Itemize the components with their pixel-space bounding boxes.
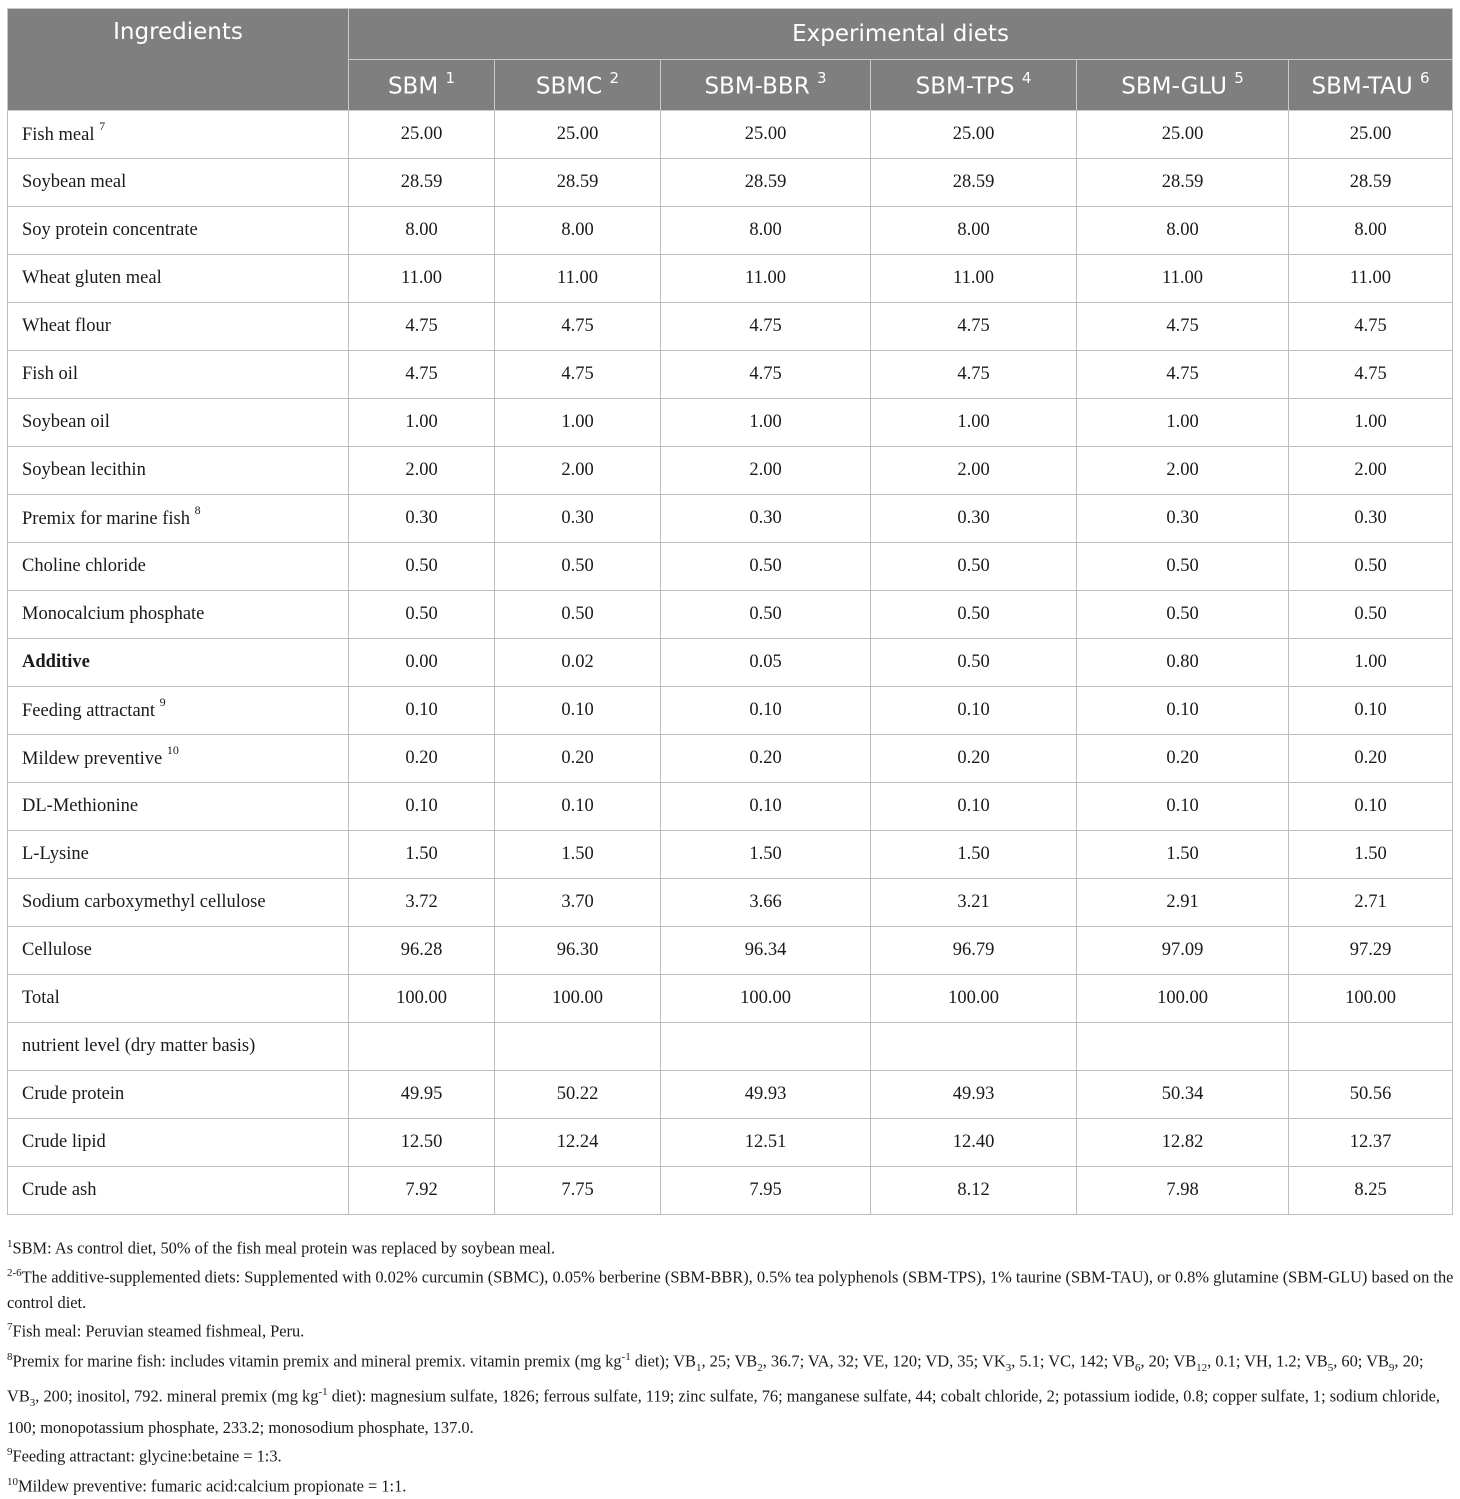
table-cell: 100.00: [1289, 975, 1453, 1023]
table-body: [8, 111, 1453, 1215]
table-cell: 4.75: [871, 351, 1077, 399]
footnote-subscript: 12: [1196, 1361, 1208, 1374]
diet-footnote-mark: 5: [1234, 68, 1244, 87]
ingredient-name: [8, 687, 349, 735]
footnote-subscript: 5: [1327, 1361, 1334, 1374]
table-cell: 0.50: [1289, 591, 1453, 639]
table-cell: 25.00: [1077, 111, 1289, 159]
table-row: [8, 1023, 1453, 1071]
ingredient-name: [8, 831, 349, 879]
table-cell: 12.37: [1289, 1119, 1453, 1167]
table-cell: [495, 1023, 661, 1071]
table-cell: 2.00: [661, 447, 871, 495]
diet-header-sbm-tau: [1289, 60, 1453, 111]
table-row: [8, 207, 1453, 255]
diet-header-sbm-bbr: [661, 60, 871, 111]
table-cell: 4.75: [1077, 303, 1289, 351]
footnote-mark: 2-6: [7, 1267, 22, 1280]
table-cell: 0.10: [349, 783, 495, 831]
table-cell: 25.00: [349, 111, 495, 159]
diet-composition-table: [7, 8, 1453, 1215]
ingredient-label: Mildew preventive: [22, 749, 163, 770]
ingredients-header: Ingredients: [8, 9, 349, 111]
table-cell: 2.00: [1289, 447, 1453, 495]
table-cell: 1.50: [1289, 831, 1453, 879]
table-row: [8, 1119, 1453, 1167]
table-cell: 49.93: [871, 1071, 1077, 1119]
diet-header-sbm-glu: [1077, 60, 1289, 111]
ingredient-footnote-mark: 7: [99, 119, 106, 134]
table-row: [8, 591, 1453, 639]
table-cell: 0.50: [661, 543, 871, 591]
footnote-text: diet); VB: [630, 1351, 696, 1371]
table-cell: 1.00: [1289, 639, 1453, 687]
ingredient-label: DL-Methionine: [22, 796, 139, 816]
ingredient-name: [8, 207, 349, 255]
table-cell: 97.09: [1077, 927, 1289, 975]
table-cell: 1.00: [871, 399, 1077, 447]
table-cell: 50.22: [495, 1071, 661, 1119]
ingredient-footnote-mark: 8: [194, 503, 201, 518]
ingredient-name: [8, 927, 349, 975]
table-cell: 0.10: [1077, 687, 1289, 735]
diet-header-sbm-tps: [871, 60, 1077, 111]
ingredient-name: [8, 735, 349, 783]
table-row: [8, 879, 1453, 927]
table-row: [8, 831, 1453, 879]
table-cell: 0.05: [661, 639, 871, 687]
footnote-superscript: -1: [621, 1350, 631, 1363]
footnote: [7, 1315, 1457, 1344]
table-cell: 4.75: [661, 303, 871, 351]
ingredient-label: Monocalcium phosphate: [22, 604, 205, 624]
table-cell: [349, 1023, 495, 1071]
diet-label: SBM: [387, 73, 439, 100]
table-cell: 4.75: [1289, 351, 1453, 399]
table-cell: 3.66: [661, 879, 871, 927]
ingredient-name: [8, 1071, 349, 1119]
footnote-text: The additive-supplemented diets: Supplemented with 0.02% curcumin (SBMC), 0.05% berberine (SBM-BBR), 0.5% tea polyphenols (SBM-TPS), 1% taurine (SBM-TAU), or 0.8% glutamine (SBM-GLU) based on the control diet.: [7, 1267, 1454, 1312]
table-cell: 0.30: [349, 495, 495, 543]
table-cell: 1.00: [349, 399, 495, 447]
table-cell: [1077, 1023, 1289, 1071]
footnote-subscript: 3: [29, 1396, 36, 1409]
table-cell: 11.00: [349, 255, 495, 303]
table-cell: 3.21: [871, 879, 1077, 927]
table-cell: 0.50: [349, 591, 495, 639]
footnote-mark: 1: [7, 1238, 13, 1250]
table-cell: 4.75: [661, 351, 871, 399]
table-row: [8, 351, 1453, 399]
diet-label: SBM-TPS: [915, 73, 1015, 100]
table-cell: 0.20: [661, 735, 871, 783]
table-cell: 0.10: [495, 783, 661, 831]
footnote-subscript: 2: [757, 1361, 763, 1374]
footnote-text: , 200; inositol, 792. mineral premix (mg kg: [35, 1386, 319, 1406]
footnote-text: , 20; VB: [7, 1351, 1424, 1406]
table-cell: 28.59: [661, 159, 871, 207]
ingredient-name: [8, 1119, 349, 1167]
table-cell: 0.30: [495, 495, 661, 543]
table-cell: 11.00: [495, 255, 661, 303]
experimental-diets-header: Experimental diets: [349, 9, 1453, 60]
table-cell: 96.28: [349, 927, 495, 975]
ingredient-name: [8, 879, 349, 927]
table-cell: 11.00: [871, 255, 1077, 303]
table-cell: 0.80: [1077, 639, 1289, 687]
footnote-text: Fish meal: Peruvian steamed fishmeal, Peru.: [12, 1321, 305, 1341]
table-row: [8, 399, 1453, 447]
table-cell: 25.00: [871, 111, 1077, 159]
footnote-text: , 5.1; VC, 142; VB: [1011, 1351, 1135, 1371]
table-cell: 7.98: [1077, 1167, 1289, 1215]
table-row: [8, 735, 1453, 783]
footnote: [7, 1440, 1457, 1469]
diet-footnote-mark: 3: [817, 68, 827, 87]
ingredient-label: Feeding attractant: [22, 701, 156, 722]
footnote-mark: 9: [7, 1446, 13, 1459]
table-cell: 1.50: [1077, 831, 1289, 879]
table-cell: 8.00: [871, 207, 1077, 255]
ingredient-label: Wheat flour: [22, 316, 111, 336]
table-row: [8, 783, 1453, 831]
table-cell: 8.00: [1077, 207, 1289, 255]
table-cell: 0.20: [1289, 735, 1453, 783]
ingredient-name: [8, 351, 349, 399]
table-cell: 1.50: [349, 831, 495, 879]
table-row: [8, 495, 1453, 543]
ingredient-name: [8, 1023, 349, 1071]
ingredient-label: Total: [22, 988, 60, 1008]
table-row: [8, 303, 1453, 351]
footnote-subscript: 3: [1005, 1361, 1012, 1374]
table-cell: 1.50: [661, 831, 871, 879]
ingredient-footnote-mark: 10: [166, 743, 179, 758]
table-row: [8, 639, 1453, 687]
table-cell: 100.00: [661, 975, 871, 1023]
ingredient-name: [8, 111, 349, 159]
table-cell: [1289, 1023, 1453, 1071]
table-cell: 2.00: [871, 447, 1077, 495]
footnote-superscript: -1: [318, 1386, 328, 1399]
table-cell: 25.00: [661, 111, 871, 159]
table-cell: 12.24: [495, 1119, 661, 1167]
table-cell: 96.79: [871, 927, 1077, 975]
table-row: [8, 111, 1453, 159]
footnote-subscript: 9: [1388, 1361, 1395, 1374]
table-cell: 0.50: [349, 543, 495, 591]
ingredient-name: [8, 303, 349, 351]
table-cell: 1.00: [495, 399, 661, 447]
table-cell: 4.75: [871, 303, 1077, 351]
diet-header-sbmc: [495, 60, 661, 111]
footnote-text: , 0.1; VH, 1.2; VB: [1207, 1351, 1328, 1371]
table-row: [8, 927, 1453, 975]
ingredient-name: [8, 399, 349, 447]
table-cell: 1.00: [1289, 399, 1453, 447]
footnote: [7, 1232, 1457, 1261]
table-cell: 0.10: [349, 687, 495, 735]
table-cell: 12.82: [1077, 1119, 1289, 1167]
table-cell: 96.30: [495, 927, 661, 975]
table-row: [8, 687, 1453, 735]
table-cell: 2.00: [349, 447, 495, 495]
diet-footnote-mark: 1: [445, 68, 456, 87]
table-cell: 4.75: [495, 303, 661, 351]
table-row: [8, 255, 1453, 303]
table-header: [8, 9, 1453, 111]
table-cell: 7.95: [661, 1167, 871, 1215]
table-cell: 8.00: [1289, 207, 1453, 255]
ingredient-label: Cellulose: [22, 940, 92, 960]
table-cell: 0.30: [661, 495, 871, 543]
table-row: [8, 159, 1453, 207]
table-cell: 4.75: [349, 351, 495, 399]
footnote-text: Premix for marine fish: includes vitamin premix and mineral premix. vitamin premix (mg kg: [12, 1351, 622, 1371]
table-cell: 3.72: [349, 879, 495, 927]
table-cell: 4.75: [495, 351, 661, 399]
table-cell: 0.50: [871, 543, 1077, 591]
table-container: [7, 8, 1452, 1215]
footnote-subscript: 6: [1134, 1361, 1141, 1374]
ingredient-name: [8, 159, 349, 207]
table-cell: 12.51: [661, 1119, 871, 1167]
table-cell: 0.10: [871, 783, 1077, 831]
ingredient-label: L-Lysine: [22, 844, 89, 864]
table-cell: 50.34: [1077, 1071, 1289, 1119]
table-cell: 96.34: [661, 927, 871, 975]
ingredient-name: [8, 639, 349, 687]
table-cell: [661, 1023, 871, 1071]
table-cell: 0.50: [1077, 543, 1289, 591]
footnote-text: Feeding attractant: glycine:betaine = 1:3.: [12, 1446, 282, 1466]
table-cell: 49.95: [349, 1071, 495, 1119]
table-cell: 4.75: [349, 303, 495, 351]
table-cell: 4.75: [1077, 351, 1289, 399]
table-cell: 1.00: [1077, 399, 1289, 447]
diet-label: SBM-BBR: [704, 73, 810, 100]
diet-footnote-mark: 4: [1021, 68, 1032, 87]
table-cell: 100.00: [495, 975, 661, 1023]
table-cell: 3.70: [495, 879, 661, 927]
table-cell: 100.00: [349, 975, 495, 1023]
ingredient-label: Premix for marine fish: [22, 509, 190, 530]
table-cell: 0.50: [871, 639, 1077, 687]
footnote: [7, 1470, 1457, 1499]
table-cell: 0.50: [1289, 543, 1453, 591]
footnote-text: , 36.7; VA, 32; VE, 120; VD, 35; VK: [762, 1351, 1006, 1371]
table-cell: 0.20: [1077, 735, 1289, 783]
table-cell: 28.59: [871, 159, 1077, 207]
footnote-mark: 10: [7, 1475, 18, 1488]
table-cell: 1.50: [495, 831, 661, 879]
table-cell: 0.10: [661, 783, 871, 831]
footnote-text: diet): magnesium sulfate, 1826; ferrous sulfate, 119; zinc sulfate, 76; manganese sulfate, 44; cobalt chloride, 2; potassium iodide, 0.8; copper sulfate, 1; sodium chloride, 100; monopotassium phosphate, 233.2; monosodium phosphate, 137.0.: [7, 1386, 1440, 1437]
table-cell: 8.12: [871, 1167, 1077, 1215]
footnote: [7, 1345, 1457, 1441]
table-cell: 0.30: [1289, 495, 1453, 543]
table-row: [8, 975, 1453, 1023]
ingredient-label: Crude lipid: [22, 1132, 106, 1152]
diet-label: SBM-GLU: [1121, 73, 1227, 100]
table-cell: 100.00: [1077, 975, 1289, 1023]
footnote-mark: 8: [7, 1350, 13, 1363]
table-cell: 2.00: [1077, 447, 1289, 495]
footnote-text: Mildew preventive: fumaric acid:calcium propionate = 1:1.: [18, 1476, 407, 1496]
table-cell: 4.75: [1289, 303, 1453, 351]
table-cell: 25.00: [495, 111, 661, 159]
diet-label: SBM-TAU: [1311, 73, 1413, 100]
table-cell: 0.10: [1289, 783, 1453, 831]
table-cell: 0.00: [349, 639, 495, 687]
ingredient-label: Fish oil: [22, 364, 79, 384]
ingredient-label: Wheat gluten meal: [22, 268, 162, 288]
footnote-text: , 25; VB: [701, 1351, 758, 1371]
table-cell: 49.93: [661, 1071, 871, 1119]
table-cell: 0.10: [661, 687, 871, 735]
table-cell: 0.10: [1077, 783, 1289, 831]
diet-footnote-mark: 6: [1420, 68, 1430, 87]
ingredient-label: nutrient level (dry matter basis): [22, 1036, 256, 1056]
footnote-mark: 7: [7, 1321, 13, 1334]
ingredient-label: Crude ash: [22, 1180, 97, 1200]
table-cell: 0.50: [871, 591, 1077, 639]
table-cell: 0.30: [1077, 495, 1289, 543]
table-cell: 0.50: [1077, 591, 1289, 639]
table-cell: 0.20: [871, 735, 1077, 783]
table-cell: [871, 1023, 1077, 1071]
table-cell: 8.00: [349, 207, 495, 255]
table-cell: 28.59: [349, 159, 495, 207]
ingredient-label: Choline chloride: [22, 556, 146, 576]
diet-footnote-mark: 2: [609, 68, 620, 87]
table-cell: 0.20: [495, 735, 661, 783]
table-cell: 0.10: [871, 687, 1077, 735]
ingredient-name: [8, 975, 349, 1023]
footnote-subscript: 1: [695, 1361, 702, 1374]
ingredient-label: Sodium carboxymethyl cellulose: [22, 892, 266, 912]
table-cell: 8.00: [495, 207, 661, 255]
ingredient-label: Fish meal: [22, 125, 95, 146]
table-row: [8, 543, 1453, 591]
table-cell: 11.00: [1077, 255, 1289, 303]
table-cell: 1.50: [871, 831, 1077, 879]
table-row: [8, 447, 1453, 495]
table-cell: 0.30: [871, 495, 1077, 543]
table-cell: 28.59: [495, 159, 661, 207]
table-cell: 12.50: [349, 1119, 495, 1167]
ingredient-name: [8, 255, 349, 303]
table-cell: 0.20: [349, 735, 495, 783]
footnote-text: , 60; VB: [1333, 1351, 1389, 1371]
table-row: [8, 1167, 1453, 1215]
footnotes: [7, 1232, 1457, 1499]
ingredient-name: [8, 1167, 349, 1215]
table-cell: 2.71: [1289, 879, 1453, 927]
ingredient-label: Crude protein: [22, 1084, 125, 1104]
table-cell: 2.00: [495, 447, 661, 495]
table-cell: 0.10: [495, 687, 661, 735]
table-cell: 97.29: [1289, 927, 1453, 975]
ingredient-label: Soy protein concentrate: [22, 220, 198, 240]
table-cell: 28.59: [1077, 159, 1289, 207]
ingredient-name: [8, 543, 349, 591]
table-cell: 11.00: [1289, 255, 1453, 303]
table-cell: 1.00: [661, 399, 871, 447]
diet-label: SBMC: [535, 73, 603, 100]
table-cell: 0.50: [495, 543, 661, 591]
table-cell: 0.50: [661, 591, 871, 639]
ingredient-name: [8, 495, 349, 543]
table-cell: 0.02: [495, 639, 661, 687]
table-cell: 8.25: [1289, 1167, 1453, 1215]
footnote: [7, 1261, 1457, 1315]
table-cell: 0.10: [1289, 687, 1453, 735]
table-cell: 11.00: [661, 255, 871, 303]
diet-header-sbm: [349, 60, 495, 111]
table-cell: 100.00: [871, 975, 1077, 1023]
ingredient-name: [8, 783, 349, 831]
ingredient-label: Additive: [22, 652, 90, 672]
table-row: [8, 1071, 1453, 1119]
ingredient-name: [8, 591, 349, 639]
ingredient-name: [8, 447, 349, 495]
footnote-text: SBM: As control diet, 50% of the fish meal protein was replaced by soybean meal.: [12, 1238, 556, 1258]
ingredient-footnote-mark: 9: [159, 695, 166, 710]
ingredient-label: Soybean lecithin: [22, 460, 146, 480]
table-cell: 8.00: [661, 207, 871, 255]
ingredient-label: Soybean oil: [22, 412, 110, 432]
table-cell: 7.75: [495, 1167, 661, 1215]
table-cell: 0.50: [495, 591, 661, 639]
table-cell: 25.00: [1289, 111, 1453, 159]
table-cell: 50.56: [1289, 1071, 1453, 1119]
table-cell: 28.59: [1289, 159, 1453, 207]
table-cell: 12.40: [871, 1119, 1077, 1167]
table-cell: 2.91: [1077, 879, 1289, 927]
ingredient-label: Soybean meal: [22, 172, 127, 192]
table-cell: 7.92: [349, 1167, 495, 1215]
footnote-text: , 20; VB: [1140, 1351, 1197, 1371]
